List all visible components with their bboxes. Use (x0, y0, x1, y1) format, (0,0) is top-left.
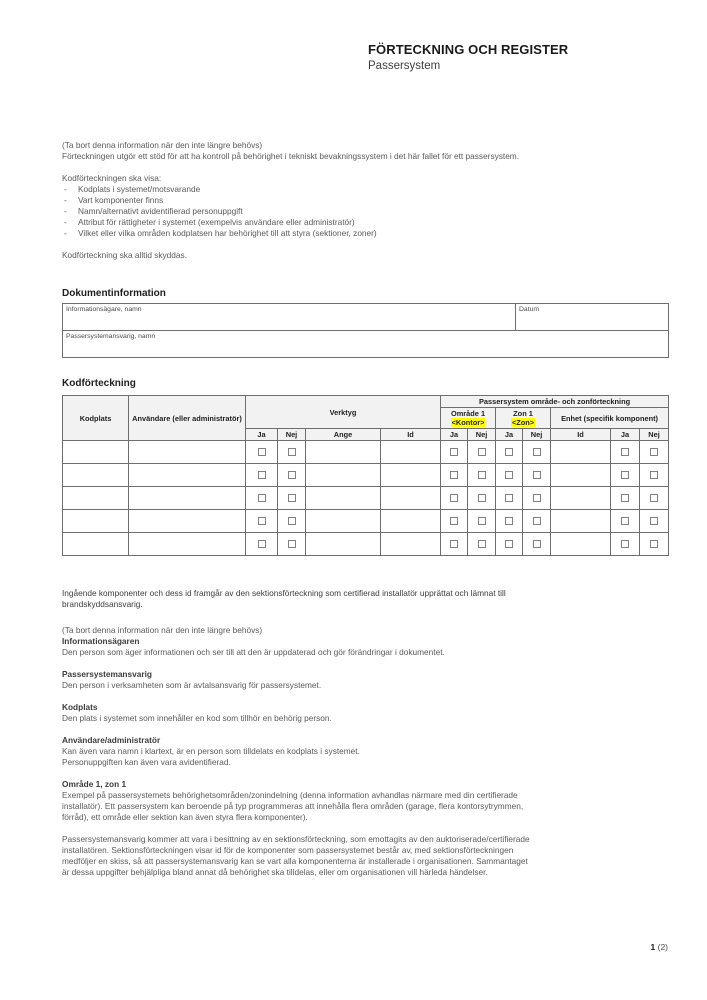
definition-term: Informationsägaren (62, 636, 140, 646)
checkbox-icon[interactable] (505, 517, 513, 525)
closing-line: medföljer en skiss, så att passersystemansvarig kan se vart alla komponenterna är installerade i organisationen. Sammantaget (62, 856, 528, 866)
definition-line: installatör). Ett passersystem kan beroende på typ programmeras att innehålla flera områden (garage, flera kontorsytrymmen, (62, 801, 524, 811)
definition-term: Användare/administratör (62, 735, 161, 745)
checkbox-icon[interactable] (650, 517, 658, 525)
cell-kodplats[interactable] (63, 464, 129, 487)
col-header-kodplats: Kodplats (63, 396, 129, 441)
checkbox-zon-nej[interactable] (523, 464, 551, 487)
col-group-omrade-tag: <Kontor> (451, 418, 485, 427)
section-heading-kodforteckning: Kodförteckning (62, 378, 136, 389)
dash-bullet-icon: - (64, 206, 67, 216)
col-header-zon-nej: Nej (523, 429, 551, 441)
col-group-passersystem: Passersystem område- och zonförteckning (441, 396, 669, 408)
cell-verktyg-id[interactable] (381, 487, 441, 510)
definition-line: Exempel på passersystemets behörighetsområden/zonindelning (denna information avhandlas närmare med din certifierade (62, 790, 518, 800)
checkbox-zon-ja[interactable] (496, 441, 523, 464)
cell-anvandare[interactable] (129, 533, 246, 556)
checkbox-icon[interactable] (533, 540, 541, 548)
cell-kodplats[interactable] (63, 510, 129, 533)
definition-line: Den person som äger informationen och ser till att den är uppdaterad och gör förändringar i dokumentet. (62, 647, 445, 657)
intro-block (62, 140, 664, 261)
cell-verktyg-ange[interactable] (306, 464, 381, 487)
checkbox-omrade-ja[interactable] (441, 533, 468, 556)
intro-remove-note: (Ta bort denna information när den inte längre behövs) (62, 140, 263, 150)
kodforteckning-body (63, 441, 669, 556)
checkbox-zon-nej[interactable] (523, 441, 551, 464)
checkbox-omrade-nej[interactable] (468, 464, 496, 487)
definition-line: Kan även vara namn i klartext, är en person som tilldelats en kodplats i systemet. (62, 746, 360, 756)
list-item (62, 206, 664, 217)
cell-enhet-id[interactable] (551, 441, 611, 464)
intro-list-title: Kodförteckningen ska visa: (62, 173, 162, 183)
list-item-label: Vart komponenter finns (78, 195, 164, 205)
dash-bullet-icon: - (64, 228, 67, 238)
table-row (63, 487, 669, 510)
checkbox-omrade-nej[interactable] (468, 487, 496, 510)
dash-bullet-icon: - (64, 195, 67, 205)
checkbox-omrade-nej[interactable] (468, 441, 496, 464)
checkbox-zon-nej[interactable] (523, 487, 551, 510)
checkbox-enhet-nej[interactable] (640, 441, 669, 464)
table-row (63, 464, 669, 487)
checkbox-zon-ja[interactable] (496, 533, 523, 556)
checkbox-icon[interactable] (478, 517, 486, 525)
definition-line: förråd), ett område eller sektion kan även styra flera komponenter). (62, 812, 308, 822)
list-item-label: Namn/alternativt avidentifierad personuppgift (78, 206, 243, 216)
list-item-label: Kodplats i systemet/motsvarande (78, 184, 201, 194)
cell-kodplats[interactable] (63, 441, 129, 464)
document-info-table (62, 303, 669, 358)
definition-term: Område 1, zon 1 (62, 779, 127, 789)
checkbox-icon[interactable] (621, 471, 629, 479)
checkbox-verktyg-ja[interactable] (246, 487, 278, 510)
cell-kodplats[interactable] (63, 487, 129, 510)
checkbox-enhet-ja[interactable] (611, 487, 640, 510)
list-item-label: Attribut för rättigheter i systemet (exempelvis användare eller administratör) (78, 217, 355, 227)
cell-verktyg-id[interactable] (381, 441, 441, 464)
checkbox-icon[interactable] (450, 540, 458, 548)
checkbox-icon[interactable] (621, 540, 629, 548)
checkbox-verktyg-nej[interactable] (278, 533, 306, 556)
informationsagare-field[interactable] (63, 304, 516, 331)
cell-verktyg-ange[interactable] (306, 510, 381, 533)
checkbox-icon[interactable] (650, 448, 658, 456)
checkbox-verktyg-nej[interactable] (278, 487, 306, 510)
definition-line: Den person i verksamheten som är avtalsansvarig för passersystemet. (62, 680, 322, 690)
document-header (368, 42, 668, 74)
checkbox-icon[interactable] (533, 448, 541, 456)
col-header-zon-ja: Ja (496, 429, 523, 441)
checkbox-zon-nej[interactable] (523, 510, 551, 533)
col-group-zon-tag: <Zon> (511, 418, 535, 427)
footer-page-number: 1 (650, 942, 656, 952)
after-table-line2: brandskyddsansvarig. (62, 599, 143, 609)
col-header-enhet-ja: Ja (611, 429, 640, 441)
intro-closing: Kodförteckning ska alltid skyddas. (62, 250, 187, 260)
cell-verktyg-id[interactable] (381, 533, 441, 556)
checkbox-icon[interactable] (478, 448, 486, 456)
intro-lead: Förteckningen utgör ett stöd för att ha kontroll på behörighet i tekniskt bevakningssystem i det här fallet för ett passersystem. (62, 151, 520, 161)
checkbox-icon[interactable] (288, 517, 296, 525)
checkbox-verktyg-nej[interactable] (278, 441, 306, 464)
dash-bullet-icon: - (64, 217, 67, 227)
col-header-anvandare: Användare (eller administratör) (129, 396, 246, 441)
kodforteckning-table (62, 395, 669, 556)
checkbox-enhet-ja[interactable] (611, 533, 640, 556)
checkbox-icon[interactable] (258, 540, 266, 548)
checkbox-icon[interactable] (505, 494, 513, 502)
checkbox-verktyg-ja[interactable] (246, 510, 278, 533)
checkbox-enhet-nej[interactable] (640, 510, 669, 533)
col-header-omrade-ja: Ja (441, 429, 468, 441)
checkbox-omrade-ja[interactable] (441, 441, 468, 464)
checkbox-enhet-ja[interactable] (611, 510, 640, 533)
checkbox-enhet-nej[interactable] (640, 487, 669, 510)
page-footer (651, 942, 669, 952)
checkbox-icon[interactable] (258, 494, 266, 502)
cell-enhet-id[interactable] (551, 533, 611, 556)
list-item-label: Vilket eller vilka områden kodplatsen har behörighet till att styra (sektioner, zoner) (78, 228, 377, 238)
checkbox-icon[interactable] (533, 471, 541, 479)
list-item (62, 228, 664, 239)
col-group-omrade (441, 408, 496, 429)
checkbox-zon-ja[interactable] (496, 464, 523, 487)
checkbox-icon[interactable] (288, 448, 296, 456)
table-row (63, 510, 669, 533)
definitions-block (62, 625, 664, 878)
checkbox-icon[interactable] (505, 448, 513, 456)
col-header-verktyg-nej: Nej (278, 429, 306, 441)
col-group-zon (496, 408, 551, 429)
checkbox-icon[interactable] (450, 494, 458, 502)
checkbox-icon[interactable] (533, 517, 541, 525)
definitions-remove-note: (Ta bort denna information när den inte längre behövs) (62, 625, 263, 635)
cell-kodplats[interactable] (63, 533, 129, 556)
informationsagare-label: Informationsägare, namn (66, 306, 142, 313)
checkbox-icon[interactable] (450, 471, 458, 479)
checkbox-omrade-nej[interactable] (468, 533, 496, 556)
checkbox-enhet-ja[interactable] (611, 441, 640, 464)
definition-line: Den plats i systemet som innehåller en kod som tillhör en behörig person. (62, 713, 332, 723)
closing-line: installatören. Sektionsförteckningen visar id för de komponenter som passersystemet består av, med sektionsförteckningen (62, 845, 514, 855)
checkbox-icon[interactable] (650, 540, 658, 548)
col-group-omrade-label: Område 1 (450, 409, 486, 418)
checkbox-icon[interactable] (650, 471, 658, 479)
checkbox-verktyg-nej[interactable] (278, 464, 306, 487)
checkbox-icon[interactable] (450, 517, 458, 525)
cell-verktyg-ange[interactable] (306, 533, 381, 556)
col-header-verktyg-ja: Ja (246, 429, 278, 441)
cell-enhet-id[interactable] (551, 510, 611, 533)
cell-anvandare[interactable] (129, 510, 246, 533)
checkbox-verktyg-ja[interactable] (246, 441, 278, 464)
checkbox-verktyg-ja[interactable] (246, 533, 278, 556)
table-row (63, 441, 669, 464)
checkbox-icon[interactable] (621, 517, 629, 525)
col-header-omrade-nej: Nej (468, 429, 496, 441)
col-header-enhet-id: Id (551, 429, 611, 441)
cell-verktyg-id[interactable] (381, 464, 441, 487)
checkbox-icon[interactable] (258, 517, 266, 525)
checkbox-zon-ja[interactable] (496, 510, 523, 533)
after-table-note (62, 588, 664, 610)
table-row (63, 533, 669, 556)
checkbox-icon[interactable] (533, 494, 541, 502)
list-item (62, 195, 664, 206)
checkbox-enhet-nej[interactable] (640, 533, 669, 556)
after-table-line1: Ingående komponenter och dess id framgår av den sektionsförteckning som certifierad installatör upprättat och lämnat till (62, 588, 506, 598)
checkbox-omrade-ja[interactable] (441, 510, 468, 533)
checkbox-icon[interactable] (258, 448, 266, 456)
cell-anvandare[interactable] (129, 464, 246, 487)
col-header-verktyg-ange: Ange (306, 429, 381, 441)
definition-term: Kodplats (62, 702, 98, 712)
checkbox-icon[interactable] (621, 448, 629, 456)
table-row (63, 331, 669, 358)
col-header-verktyg-id: Id (381, 429, 441, 441)
datum-label: Datum (519, 306, 540, 313)
cell-verktyg-id[interactable] (381, 510, 441, 533)
intro-bullet-list (62, 184, 664, 239)
closing-line: Passersystemansvarig kommer att vara i besittning av en sektionsförteckning, som emottagits av den auktoriserade/certifierade (62, 834, 530, 844)
checkbox-enhet-nej[interactable] (640, 464, 669, 487)
checkbox-icon[interactable] (650, 494, 658, 502)
passersystemansvarig-label: Passersystemansvarig, namn (66, 333, 156, 340)
checkbox-zon-ja[interactable] (496, 487, 523, 510)
definition-term: Passersystemansvarig (62, 669, 152, 679)
table-header-group-row (63, 396, 669, 408)
closing-line: är dessa uppgifter behjälpliga bland annat då behörighet ska tilldelas, eller om organisationen vill härleda händelser. (62, 867, 488, 877)
cell-verktyg-ange[interactable] (306, 487, 381, 510)
checkbox-icon[interactable] (288, 471, 296, 479)
checkbox-zon-nej[interactable] (523, 533, 551, 556)
checkbox-verktyg-nej[interactable] (278, 510, 306, 533)
checkbox-icon[interactable] (450, 448, 458, 456)
cell-verktyg-ange[interactable] (306, 441, 381, 464)
checkbox-omrade-ja[interactable] (441, 487, 468, 510)
list-item (62, 217, 664, 228)
datum-field[interactable] (516, 304, 669, 331)
checkbox-verktyg-ja[interactable] (246, 464, 278, 487)
cell-anvandare[interactable] (129, 487, 246, 510)
table-row (63, 304, 669, 331)
checkbox-icon[interactable] (288, 540, 296, 548)
checkbox-icon[interactable] (621, 494, 629, 502)
footer-page-total: (2) (657, 942, 668, 952)
page-subtitle: Passersystem (368, 60, 441, 72)
checkbox-icon[interactable] (258, 471, 266, 479)
checkbox-icon[interactable] (478, 540, 486, 548)
checkbox-icon[interactable] (505, 540, 513, 548)
col-group-verktyg: Verktyg (246, 396, 441, 429)
checkbox-icon[interactable] (288, 494, 296, 502)
list-item (62, 184, 664, 195)
checkbox-icon[interactable] (505, 471, 513, 479)
checkbox-omrade-ja[interactable] (441, 464, 468, 487)
checkbox-icon[interactable] (478, 494, 486, 502)
checkbox-omrade-nej[interactable] (468, 510, 496, 533)
checkbox-icon[interactable] (478, 471, 486, 479)
cell-enhet-id[interactable] (551, 464, 611, 487)
section-heading-dokumentinformation: Dokumentinformation (62, 288, 166, 299)
dash-bullet-icon: - (64, 184, 67, 194)
col-group-enhet: Enhet (specifik komponent) (551, 408, 669, 429)
passersystemansvarig-field[interactable] (63, 331, 669, 358)
checkbox-enhet-ja[interactable] (611, 464, 640, 487)
definition-line: Personuppgiften kan även vara avidentifierad. (62, 757, 231, 767)
col-group-zon-label: Zon 1 (513, 409, 533, 418)
page-title: FÖRTECKNING OCH REGISTER (368, 42, 569, 57)
cell-anvandare[interactable] (129, 441, 246, 464)
col-header-enhet-nej: Nej (640, 429, 669, 441)
cell-enhet-id[interactable] (551, 487, 611, 510)
